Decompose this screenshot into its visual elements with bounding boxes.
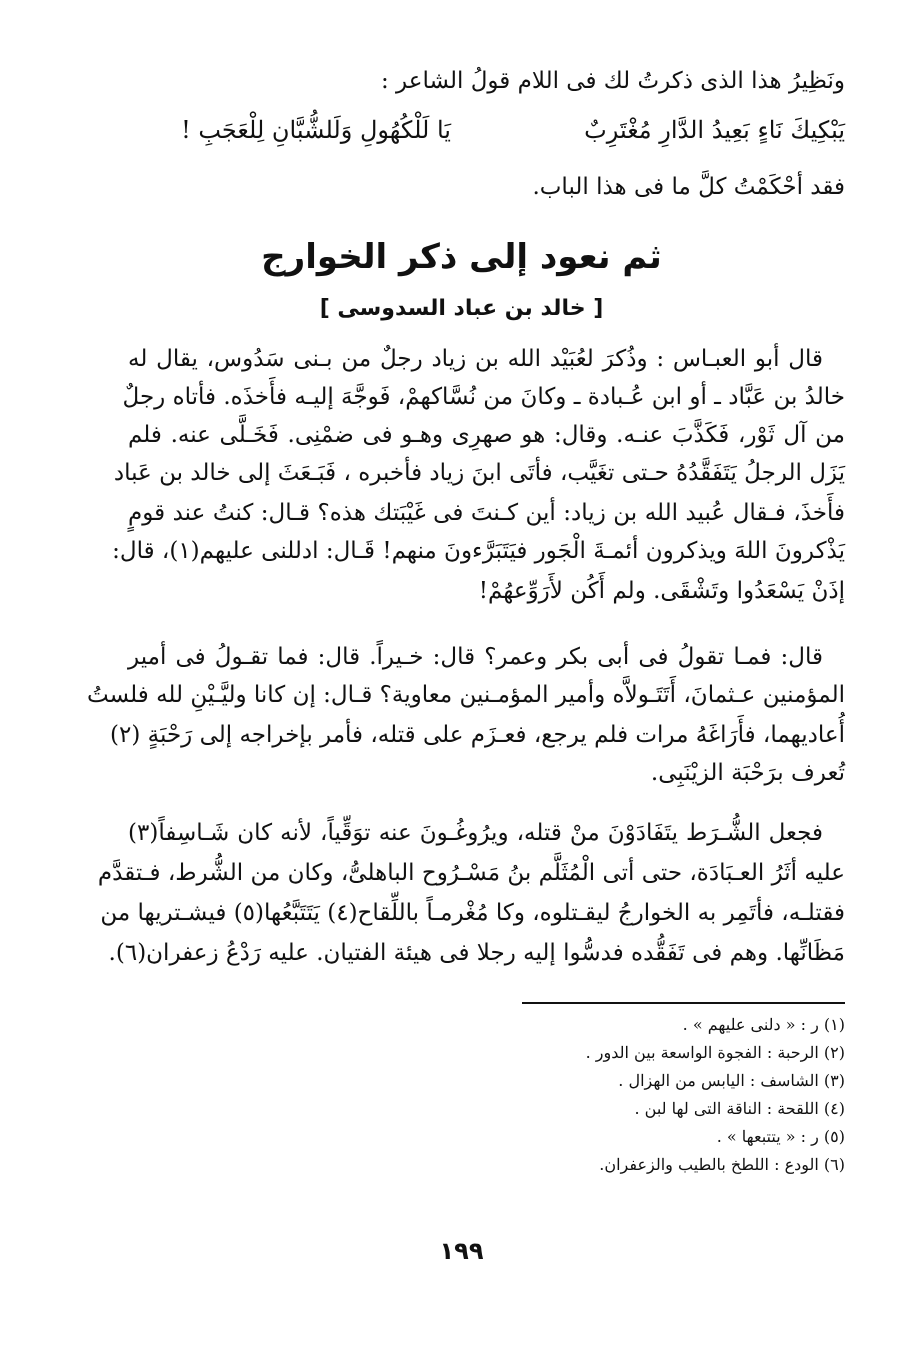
footnote: (٤) اللقحة : الناقة التى لها لبن . [634, 1099, 845, 1118]
footnote-divider [522, 1002, 845, 1004]
paragraph-line: إذَنْ يَسْعَدُوا وتَشْقَى. ولم أَكُن لأَرَوِّعهُمْ! [478, 578, 845, 604]
paragraph-line: عليه أثَرُ العـبَادَة، حتى أتى الْمُثَلَّم بنُ مَسْـرُوح الباهلىُّ، وكان من الشُّرط، فـتقدَّم [97, 860, 845, 886]
footnote: (٢) الرحبة : الفجوة الواسعة بين الدور . [585, 1043, 845, 1062]
intro-closing-line: فقد أحْكَمْتُ كلَّ ما فى هذا الباب. [532, 174, 845, 200]
verse-hemistich-right: يَبْكِيكَ نَاءٍ بَعِيدُ الدَّارِ مُغْتَرِبٌ [584, 116, 845, 144]
section-title: ثم نعود إلى ذكر الخوارج [261, 237, 662, 277]
paragraph-line: مَظَانِّها. وهم فى تَفَقُّده فدسُّوا إليه رجلا فى هيئة الفتيان. عليه رَدْعُ زعفران(٦). [108, 940, 845, 966]
verse-hemistich-left: يَا لَلْكُهُولِ وَلَلشُّبَّانِ لِلْعَجَبِ ! [181, 116, 451, 144]
paragraph-line: تُعرف برَحْبَة الزيْنَبِى. [650, 760, 845, 786]
paragraph-line: فأَخذَ، فـقال عُبيد الله بن زياد: أين كـنتَ فى غَيْبَتك هذه؟ قـال: كنتُ عند قومٍ [128, 500, 845, 526]
paragraph-line: قال: فمـا تقولُ فى أبى بكر وعمر؟ قال: خـيراً. قال: فما تقـولُ فى أمير [128, 644, 823, 670]
paragraph-line: يَذْكرونَ اللهَ ويذكرون أئمـةَ الْجَور فيَتَبَرَّءونَ منهم! قَـال: ادللنى عليهم(١)، قال: [112, 538, 845, 564]
intro-line: ونَظِيرُ هذا الذى ذكرتُ لك فى اللام قولُ الشاعر : [381, 68, 845, 94]
paragraph-line: أُعاديهما، فأَرَاغَهُ مرات فلم يرجع، فعـزَم على قتله، فأمر بإخراجه إلى رَحْبَةٍ (٢) [110, 722, 845, 748]
section-subtitle: [ خالد بن عباد السدوسى ] [319, 296, 604, 321]
footnote: (٣) الشاسف : اليابس من الهزال . [618, 1071, 845, 1090]
paragraph-line: خالدُ بن عَبَّاد ـ أو ابن عُـبادة ـ وكانَ من نُسَّاكهمْ، فَوجَّهَ إليـه فأَخذَه. فأتاه رجلٌ [122, 384, 845, 410]
footnote: (١) ر : « دلنى عليهم » . [682, 1015, 845, 1034]
paragraph-line: المؤمنين عـثمانَ، أَتَتَـولاَّه وأمير المؤمـنين معاوية؟ قـال: إن كانا وليَّـيْنِ لله فلستُ [87, 682, 845, 708]
paragraph-line: فقتلـه، فأتَمِر به الخوارجُ ليقـتلوه، وكا مُغْرمـاً باللِّقاح(٤) يَتَتَبَّعُها(٥) فيشـتريها من [100, 900, 845, 926]
paragraph-line: يَزَل الرجلُ يَتَفَقَّدُهُ حـتى تغَيَّب، فأتَى ابنَ زياد فأخبره ، فَبَـعَثَ إلى خالد بن عَباد [113, 460, 845, 486]
paragraph-line: قال أبو العبـاس : وذُكرَ لعُبَيْد الله بن زياد رجلٌ من بـنى سَدُوس، يقال له [128, 346, 823, 372]
footnote: (٦) الودع : اللطخ بالطيب والزعفران. [599, 1155, 845, 1174]
paragraph-line: فجعل الشُّـرَط يتَفَادَوْنَ منْ قتله، ويرُوغُـونَ عنه توَقِّياً، لأنه كان شَـاسِفاً(٣) [128, 820, 823, 846]
paragraph-line: من آل ثَوْر، فَكَذَّبَ عنـه. وقال: هو صهرِى وهـو فى ضمْنِى. فَخَـلَّى عنه. فلم [128, 422, 845, 448]
footnote: (٥) ر : « يتتبعها » . [716, 1127, 845, 1146]
page-number: ١٩٩ [439, 1237, 484, 1265]
